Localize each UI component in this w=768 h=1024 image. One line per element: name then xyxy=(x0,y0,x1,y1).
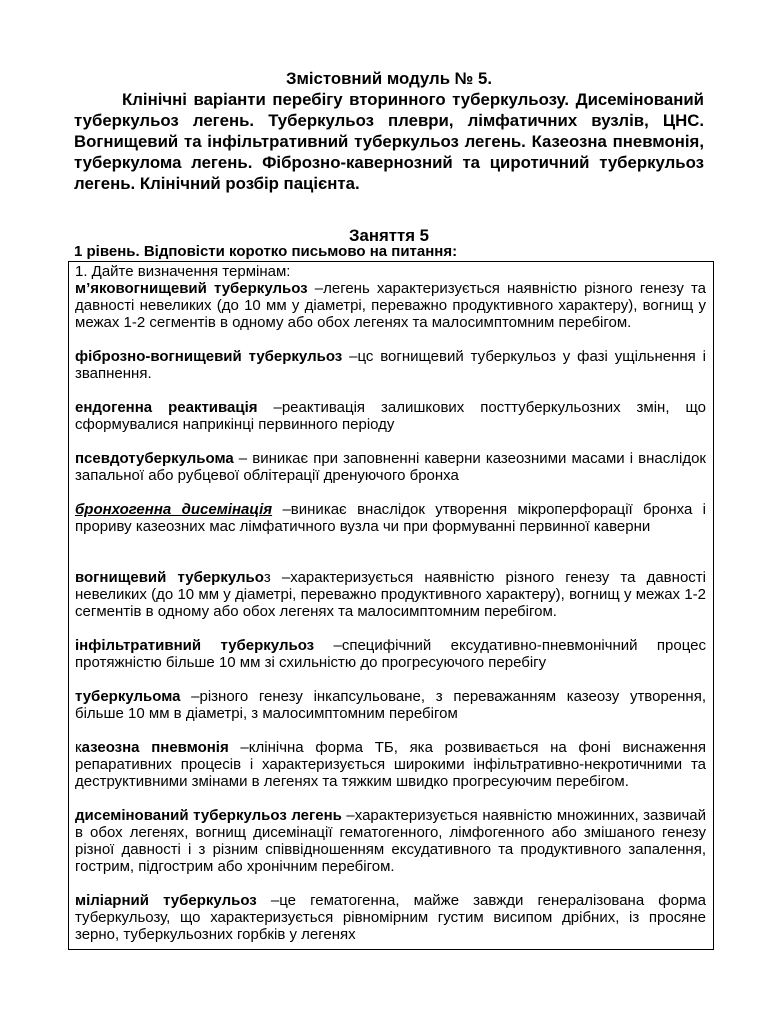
definition-text: – виникає при заповненні каверни казеозними масами і внаслідок запальної або рубцевої облітерації дренуючого бронха xyxy=(75,450,706,484)
definition-text: –специфічний ексудативно-пневмонічний процес протяжністю більше 10 мм зі схильністю до прогресуючого перебігу xyxy=(75,637,706,671)
definition-item xyxy=(75,399,706,433)
definition-item xyxy=(75,688,706,722)
lesson-title: Заняття 5 xyxy=(349,226,429,245)
definition-term: фіброзно-вогнищевий туберкульоз xyxy=(75,348,343,365)
module-header xyxy=(74,68,704,194)
definition-item xyxy=(75,280,706,331)
definition-item xyxy=(75,569,706,620)
definition-text: –характеризується наявністю множинних, зазвичай в обох легенях, вогнищ дисемінації гематогенного, лімфогенного або змішаного генезу різної давності і з різним співвідношенням ексудативного та продуктивного запалення, гострим, підгострим або хронічним перебігом. xyxy=(75,807,706,875)
definition-text: –реактивація залишкових посттуберкульозних змін, що сформувалися наприкінці первинного періоду xyxy=(75,399,706,433)
definition-item xyxy=(75,348,706,382)
definition-term: м’яковогнищевий туберкульоз xyxy=(75,280,308,297)
definition-item xyxy=(75,892,706,943)
definition-term: інфільтративний туберкульоз xyxy=(75,637,315,654)
definition-term: псевдотуберкульома xyxy=(75,450,234,467)
definition-term: азеозна пневмонія xyxy=(81,739,229,756)
definition-text: –виникає внаслідок утворення мікроперфорації бронха і прориву казеозних мас лімфатичного вузла чи при формуванні первинної каверни xyxy=(75,501,706,535)
module-subtitle: Клінічні варіанти перебігу вторинного туберкульозу. Дисемінований туберкульоз легень. Туберкульоз плеври, лімфатичних вузлів, ЦНС. Вогнищевий та інфільтративний туберкульоз легень. Казеозна пневмонія, туберкулома легень. Фіброзно-кавернозний та циротичний туберкульоз легень. Клінічний розбір пацієнта. xyxy=(74,90,704,193)
answer-box xyxy=(68,261,714,950)
definition-text: –легень характеризується наявністю різного генезу та давності невеликих (до 10 мм у діаметрі, переважно продуктивного характеру), вогнищ у межах 1-2 сегментів в одному або обох легенях та малосимптомним перебігом. xyxy=(75,280,707,331)
definition-term: ендогенна реактивація xyxy=(75,399,258,416)
question-text: 1. Дайте визначення термінам: xyxy=(75,263,291,280)
definition-text: –різного генезу інкапсульоване, з переважанням казеозу утворення, більше 10 мм в діаметрі, з малосимптомним перебігом xyxy=(75,688,706,722)
definition-item xyxy=(75,637,706,671)
definition-item xyxy=(75,739,706,790)
definition-term: бронхогенна дисемінація xyxy=(75,501,273,518)
definition-text: –клінічна форма ТБ, яка розвивається на фоні виснаження репаративних процесів і характеризується широкими інфільтративно-некротичними та деструктивними змінами в легенях та тяжким швидко прогресуючим перебігом. xyxy=(75,739,706,790)
definition-item xyxy=(75,450,706,484)
definition-item xyxy=(75,501,706,535)
definition-term-prefix: к xyxy=(75,739,82,756)
definition-item xyxy=(75,807,706,875)
module-title: Змістовний модуль № 5. xyxy=(285,69,493,88)
definition-term: дисемінований туберкульоз легень xyxy=(75,807,342,824)
definition-term: вогнищевий туберкульо xyxy=(75,569,264,586)
definition-text: –цс вогнищевий туберкульоз у фазі ущільнення і звапнення. xyxy=(75,348,706,382)
definition-text: з –характеризується наявністю різного генезу та давності невеликих (до 10 мм у діаметрі, переважно продуктивного характеру), вогнищ у межах 1-2 сегментів в одному або обох легенях та малосимптомним перебігом. xyxy=(75,569,706,620)
definition-term: міліарний туберкульоз xyxy=(75,892,257,909)
definition-text: –це гематогенна, майже завжди генералізована форма туберкульозу, що характеризується рівномірним густим висипом дрібних, із просяне зерно, туберкульозних горбків у легенях xyxy=(75,892,706,943)
level-instruction: 1 рівень. Відповісти коротко письмово на питання: xyxy=(74,243,458,260)
definition-term: туберкульома xyxy=(75,688,181,705)
